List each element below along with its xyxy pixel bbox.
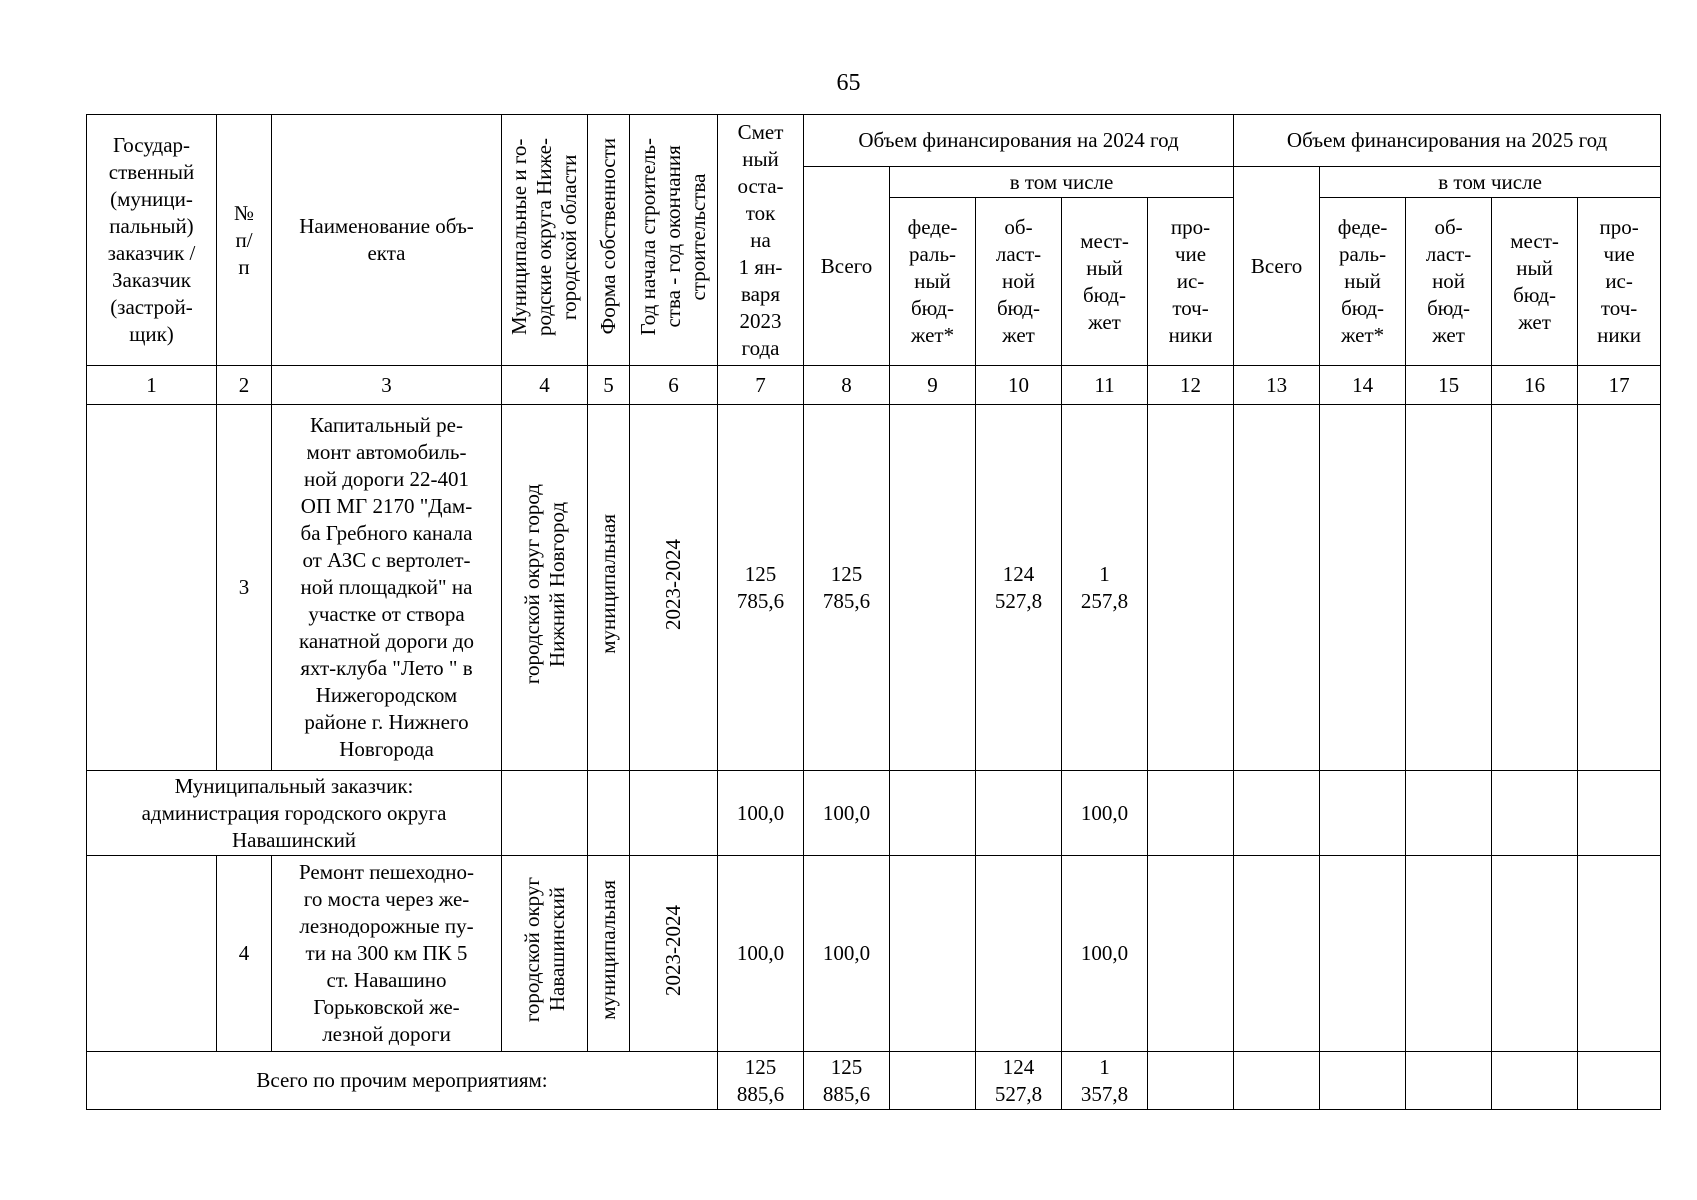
customer-subheader-row <box>87 771 1661 856</box>
header-years: Год начала строитель- ства - год окончания строительства <box>636 137 710 336</box>
header-other-2025: про- чие ис- точ- ники <box>1578 198 1661 366</box>
header-local-2025: мест- ный бюд- жет <box>1492 198 1578 366</box>
district-text: городской округ город Нижний Новгород <box>519 483 569 685</box>
col-number: 14 <box>1320 366 1406 405</box>
col-number: 2 <box>217 366 272 405</box>
cell-other-2024 <box>1148 405 1234 771</box>
cell-estimate: 100,0 <box>718 771 804 856</box>
cell-total-2024: 100,0 <box>804 771 890 856</box>
cell-ownership <box>588 771 630 856</box>
table-row <box>87 856 1661 1052</box>
col-number: 3 <box>272 366 502 405</box>
header-number: № п/ п <box>217 115 272 366</box>
cell-regional-2025 <box>1406 405 1492 771</box>
cell-local-2024: 1 257,8 <box>1062 405 1148 771</box>
cell-total-2025 <box>1234 771 1320 856</box>
header-regional-2024: об- ласт- ной бюд- жет <box>976 198 1062 366</box>
cell-federal-2025 <box>1320 856 1406 1052</box>
financing-table <box>86 114 1661 1110</box>
cell-object-name: Капитальный ре- монт автомобиль- ной дороги 22-401 ОП МГ 2170 "Дам- ба Гребного канала от АЗС с вертолет- ной площадкой" на участке от створа канатной дороги до яхт-клуба "Лето " в Нижегородском районе г. Нижнего Новгорода <box>272 405 502 771</box>
cell-regional-2025 <box>1406 771 1492 856</box>
cell-total-2025 <box>1234 405 1320 771</box>
header-local-2024: мест- ный бюд- жет <box>1062 198 1148 366</box>
col-number: 12 <box>1148 366 1234 405</box>
cell-other-2025 <box>1578 405 1661 771</box>
cell-local-2024: 100,0 <box>1062 856 1148 1052</box>
header-customer: Государ- ственный (муници- пальный) заказчик / Заказчик (застрой- щик) <box>87 115 217 366</box>
cell-regional-2024: 124 527,8 <box>976 1052 1062 1110</box>
col-number: 13 <box>1234 366 1320 405</box>
ownership-text: муниципальная <box>596 514 620 654</box>
cell-local-2025 <box>1492 1052 1578 1110</box>
header-object-name: Наименование объ- екта <box>272 115 502 366</box>
cell-other-2024 <box>1148 1052 1234 1110</box>
col-number: 9 <box>890 366 976 405</box>
table-row <box>87 405 1661 771</box>
cell-district <box>502 405 588 771</box>
cell-years <box>630 405 718 771</box>
cell-federal-2025 <box>1320 1052 1406 1110</box>
header-district: Муниципальные и го- родские округа Ниже- городской области <box>507 137 581 336</box>
col-number: 4 <box>502 366 588 405</box>
cell-number: 3 <box>217 405 272 771</box>
col-number: 10 <box>976 366 1062 405</box>
header-incl-2024: в том числе <box>890 167 1234 198</box>
cell-other-2024 <box>1148 856 1234 1052</box>
cell-local-2024: 100,0 <box>1062 771 1148 856</box>
customer-subheader-label: Муниципальный заказчик: администрация городского округа Навашинский <box>87 771 502 856</box>
cell-local-2025 <box>1492 856 1578 1052</box>
col-number: 8 <box>804 366 890 405</box>
cell-regional-2024 <box>976 771 1062 856</box>
cell-federal-2024 <box>890 1052 976 1110</box>
col-number: 17 <box>1578 366 1661 405</box>
cell-total-2024: 125 885,6 <box>804 1052 890 1110</box>
header-total-2025: Всего <box>1234 167 1320 366</box>
cell-district <box>502 856 588 1052</box>
cell-other-2025 <box>1578 1052 1661 1110</box>
cell-years <box>630 771 718 856</box>
years-text: 2023-2024 <box>661 904 685 996</box>
district-text: городской округ Навашинский <box>519 877 569 1023</box>
cell-regional-2024 <box>976 856 1062 1052</box>
total-label: Всего по прочим мероприятиям: <box>87 1052 718 1110</box>
cell-federal-2024 <box>890 405 976 771</box>
cell-customer <box>87 405 217 771</box>
cell-district <box>502 771 588 856</box>
column-numbers-row <box>87 366 1661 405</box>
col-number: 15 <box>1406 366 1492 405</box>
cell-federal-2025 <box>1320 771 1406 856</box>
cell-customer <box>87 856 217 1052</box>
cell-federal-2025 <box>1320 405 1406 771</box>
total-row <box>87 1052 1661 1110</box>
cell-estimate: 100,0 <box>718 856 804 1052</box>
cell-local-2025 <box>1492 405 1578 771</box>
header-years-cell <box>630 115 718 366</box>
cell-regional-2024: 124 527,8 <box>976 405 1062 771</box>
cell-local-2025 <box>1492 771 1578 856</box>
cell-years <box>630 856 718 1052</box>
cell-estimate: 125 885,6 <box>718 1052 804 1110</box>
col-number: 16 <box>1492 366 1578 405</box>
cell-estimate: 125 785,6 <box>718 405 804 771</box>
col-number: 7 <box>718 366 804 405</box>
header-other-2024: про- чие ис- точ- ники <box>1148 198 1234 366</box>
cell-federal-2024 <box>890 856 976 1052</box>
header-ownership: Форма собственности <box>596 138 620 335</box>
cell-federal-2024 <box>890 771 976 856</box>
page-number: 65 <box>836 70 861 96</box>
header-regional-2025: об- ласт- ной бюд- жет <box>1406 198 1492 366</box>
years-text: 2023-2024 <box>661 538 685 630</box>
cell-ownership <box>588 856 630 1052</box>
header-estimate: Смет ный оста- ток на 1 ян- варя 2023 года <box>718 115 804 366</box>
col-number: 5 <box>588 366 630 405</box>
cell-total-2024: 100,0 <box>804 856 890 1052</box>
header-ownership-cell <box>588 115 630 366</box>
header-federal-2025: феде- раль- ный бюд- жет* <box>1320 198 1406 366</box>
cell-ownership <box>588 405 630 771</box>
cell-other-2025 <box>1578 771 1661 856</box>
header-federal-2024: феде- раль- ный бюд- жет* <box>890 198 976 366</box>
cell-object-name: Ремонт пешеходно- го моста через же- лезнодорожные пу- ти на 300 км ПК 5 ст. Навашино Горьковской же- лезной дороги <box>272 856 502 1052</box>
cell-total-2025 <box>1234 1052 1320 1110</box>
col-number: 6 <box>630 366 718 405</box>
cell-total-2024: 125 785,6 <box>804 405 890 771</box>
cell-other-2025 <box>1578 856 1661 1052</box>
cell-local-2024: 1 357,8 <box>1062 1052 1148 1110</box>
cell-regional-2025 <box>1406 1052 1492 1110</box>
header-fin-2025: Объем финансирования на 2025 год <box>1234 115 1661 167</box>
col-number: 11 <box>1062 366 1148 405</box>
col-number: 1 <box>87 366 217 405</box>
cell-number: 4 <box>217 856 272 1052</box>
header-district-cell <box>502 115 588 366</box>
ownership-text: муниципальная <box>596 880 620 1020</box>
header-fin-2024: Объем финансирования на 2024 год <box>804 115 1234 167</box>
cell-regional-2025 <box>1406 856 1492 1052</box>
header-total-2024: Всего <box>804 167 890 366</box>
cell-total-2025 <box>1234 856 1320 1052</box>
header-incl-2025: в том числе <box>1320 167 1661 198</box>
cell-other-2024 <box>1148 771 1234 856</box>
